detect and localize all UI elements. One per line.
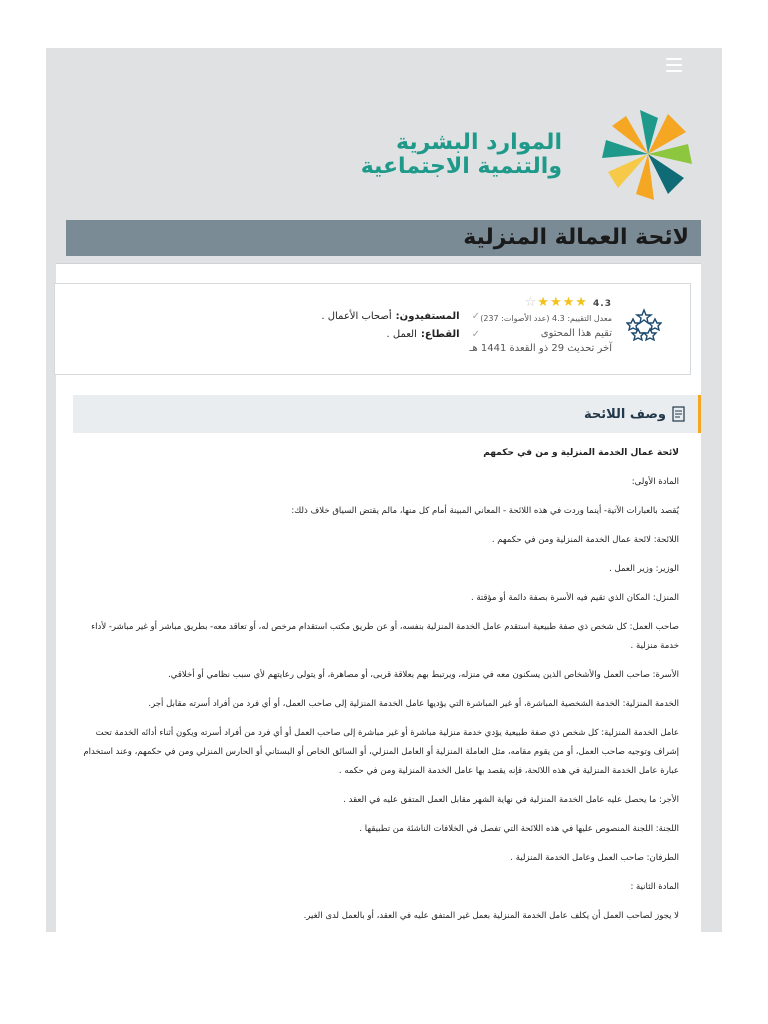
page-title-bar [66, 220, 701, 256]
beneficiaries-value: أصحاب الأعمال . [321, 311, 392, 322]
paragraph: اللجنة: اللجنة المنصوص عليها في هذه اللائحة التي تفصل في الخلافات الناشئة من تطبيقها . [359, 824, 679, 834]
paragraph: صاحب العمل: كل شخص ذي صفة طبيعية استقدم عامل الخدمة المنزلية بنفسه، أو عن طريق مكتب استقدام مرخص له، أو تعاقد معه- بطريق مباشر أو غير مباشر- لأداء خدمة منزلية . [91, 622, 679, 651]
paragraph: لائحة عمال الخدمة المنزلية و من في حكمهم [483, 448, 679, 458]
paragraph: المادة الثانية : [630, 882, 679, 892]
paragraph: يُقصد بالعبارات الآتية- أينما وردت في هذه اللائحة - المعاني المبينة أمام كل منها، مالم يقتض السياق خلاف ذلك: [291, 506, 679, 516]
info-box [54, 283, 691, 375]
content-panel [56, 263, 701, 932]
meta-block [321, 311, 480, 347]
document-icon [672, 406, 686, 422]
paragraph: الخدمة المنزلية: الخدمة الشخصية المباشرة، أو غير المباشرة التي يؤديها عامل الخدمة المنزلية إلى صاحب العمل، أو أي فرد من أفراد أسرته مقابل أجر. [148, 699, 679, 709]
rating-block [469, 296, 612, 354]
star-icon[interactable]: ★ [549, 295, 563, 310]
paragraph: المنزل: المكان الذي تقيم فيه الأسرة بصفة دائمة أو مؤقتة . [470, 593, 679, 603]
paragraph: لا يجوز لصاحب العمل أن يكلف عامل الخدمة المنزلية بعمل غير المتفق عليه في العقد، أو بالعمل لدى الغير. [303, 911, 679, 921]
sector-label: القطاع: [420, 329, 460, 340]
stars-cluster-icon [626, 308, 662, 342]
sector-value: العمل . [386, 329, 417, 340]
description-header-label: وصف اللائحة [584, 406, 666, 422]
paragraph: الطرفان: صاحب العمل وعامل الخدمة المنزلية . [510, 853, 679, 863]
star-icon[interactable]: ★ [575, 295, 588, 310]
description-header[interactable] [73, 395, 701, 433]
logo-text-line2: والتنمية الاجتماعية [360, 154, 562, 179]
rating-average: معدل التقييم: 4.3 (عدد الأصوات: 237) [480, 314, 612, 323]
rate-content-link[interactable]: تقيم هذا المحتوى [540, 328, 612, 339]
paragraph: الوزير: وزير العمل . [609, 564, 679, 574]
hamburger-icon[interactable] [666, 58, 682, 72]
paragraph: الأجر: ما يحصل عليه عامل الخدمة المنزلية في نهاية الشهر مقابل العمل المتفق عليه في العقد . [343, 795, 679, 805]
check-icon: ✓ [471, 329, 480, 340]
last-updated: آخر تحديث 29 ذو القعدة 1441 هـ [469, 343, 612, 354]
page-frame [46, 48, 722, 932]
paragraph: عامل الخدمة المنزلية: كل شخص ذي صفة طبيعية يؤدي خدمة منزلية مباشرة أو غير مباشرة إلى صاحب العمل أو أي فرد من أفراد أسرته ويكون أثناء أدائه الخدمة تحت إشراف وتوجيه صاحب العمل، أو من يقوم مقامه، مثل العاملة المنزلية أو العامل المنزلي، أو السائق الخاص أو البستاني أو الحارس المنزلي ومن في حكمهم، وعند استخدام عبارة عامل الخدمة المنزلية في هذه اللائحة، فإنه يقصد بها عامل الخدمة المنزلية ومن في حكمه . [83, 728, 679, 776]
rating-score: 4.3 [593, 299, 612, 309]
star-icon[interactable]: ★ [537, 295, 550, 310]
paragraph: اللائحة: لائحة عمال الخدمة المنزلية ومن في حكمهم . [491, 535, 679, 545]
check-icon: ✓ [471, 311, 480, 322]
beneficiaries-row [321, 311, 480, 322]
beneficiaries-label: المستفيدون: [395, 311, 460, 322]
sector-row [321, 329, 480, 340]
rating-stars[interactable] [469, 296, 612, 311]
paragraph: الأسرة: صاحب العمل والأشخاص الذين يسكنون معه في منزله، ويرتبط بهم بعلاقة قربى، أو مصاهرة، أو يتولى رعايتهم لأي سبب نظامي أو أخلاقي. [168, 670, 679, 680]
description-body [79, 444, 679, 932]
page-title: لائحة العمالة المنزلية [463, 225, 689, 250]
star-empty-icon[interactable]: ☆ [524, 295, 538, 310]
star-icon[interactable]: ★ [562, 295, 576, 310]
logo-text-line1: الموارد البشرية [396, 130, 562, 155]
paragraph: المادة الأولى: [631, 477, 679, 487]
